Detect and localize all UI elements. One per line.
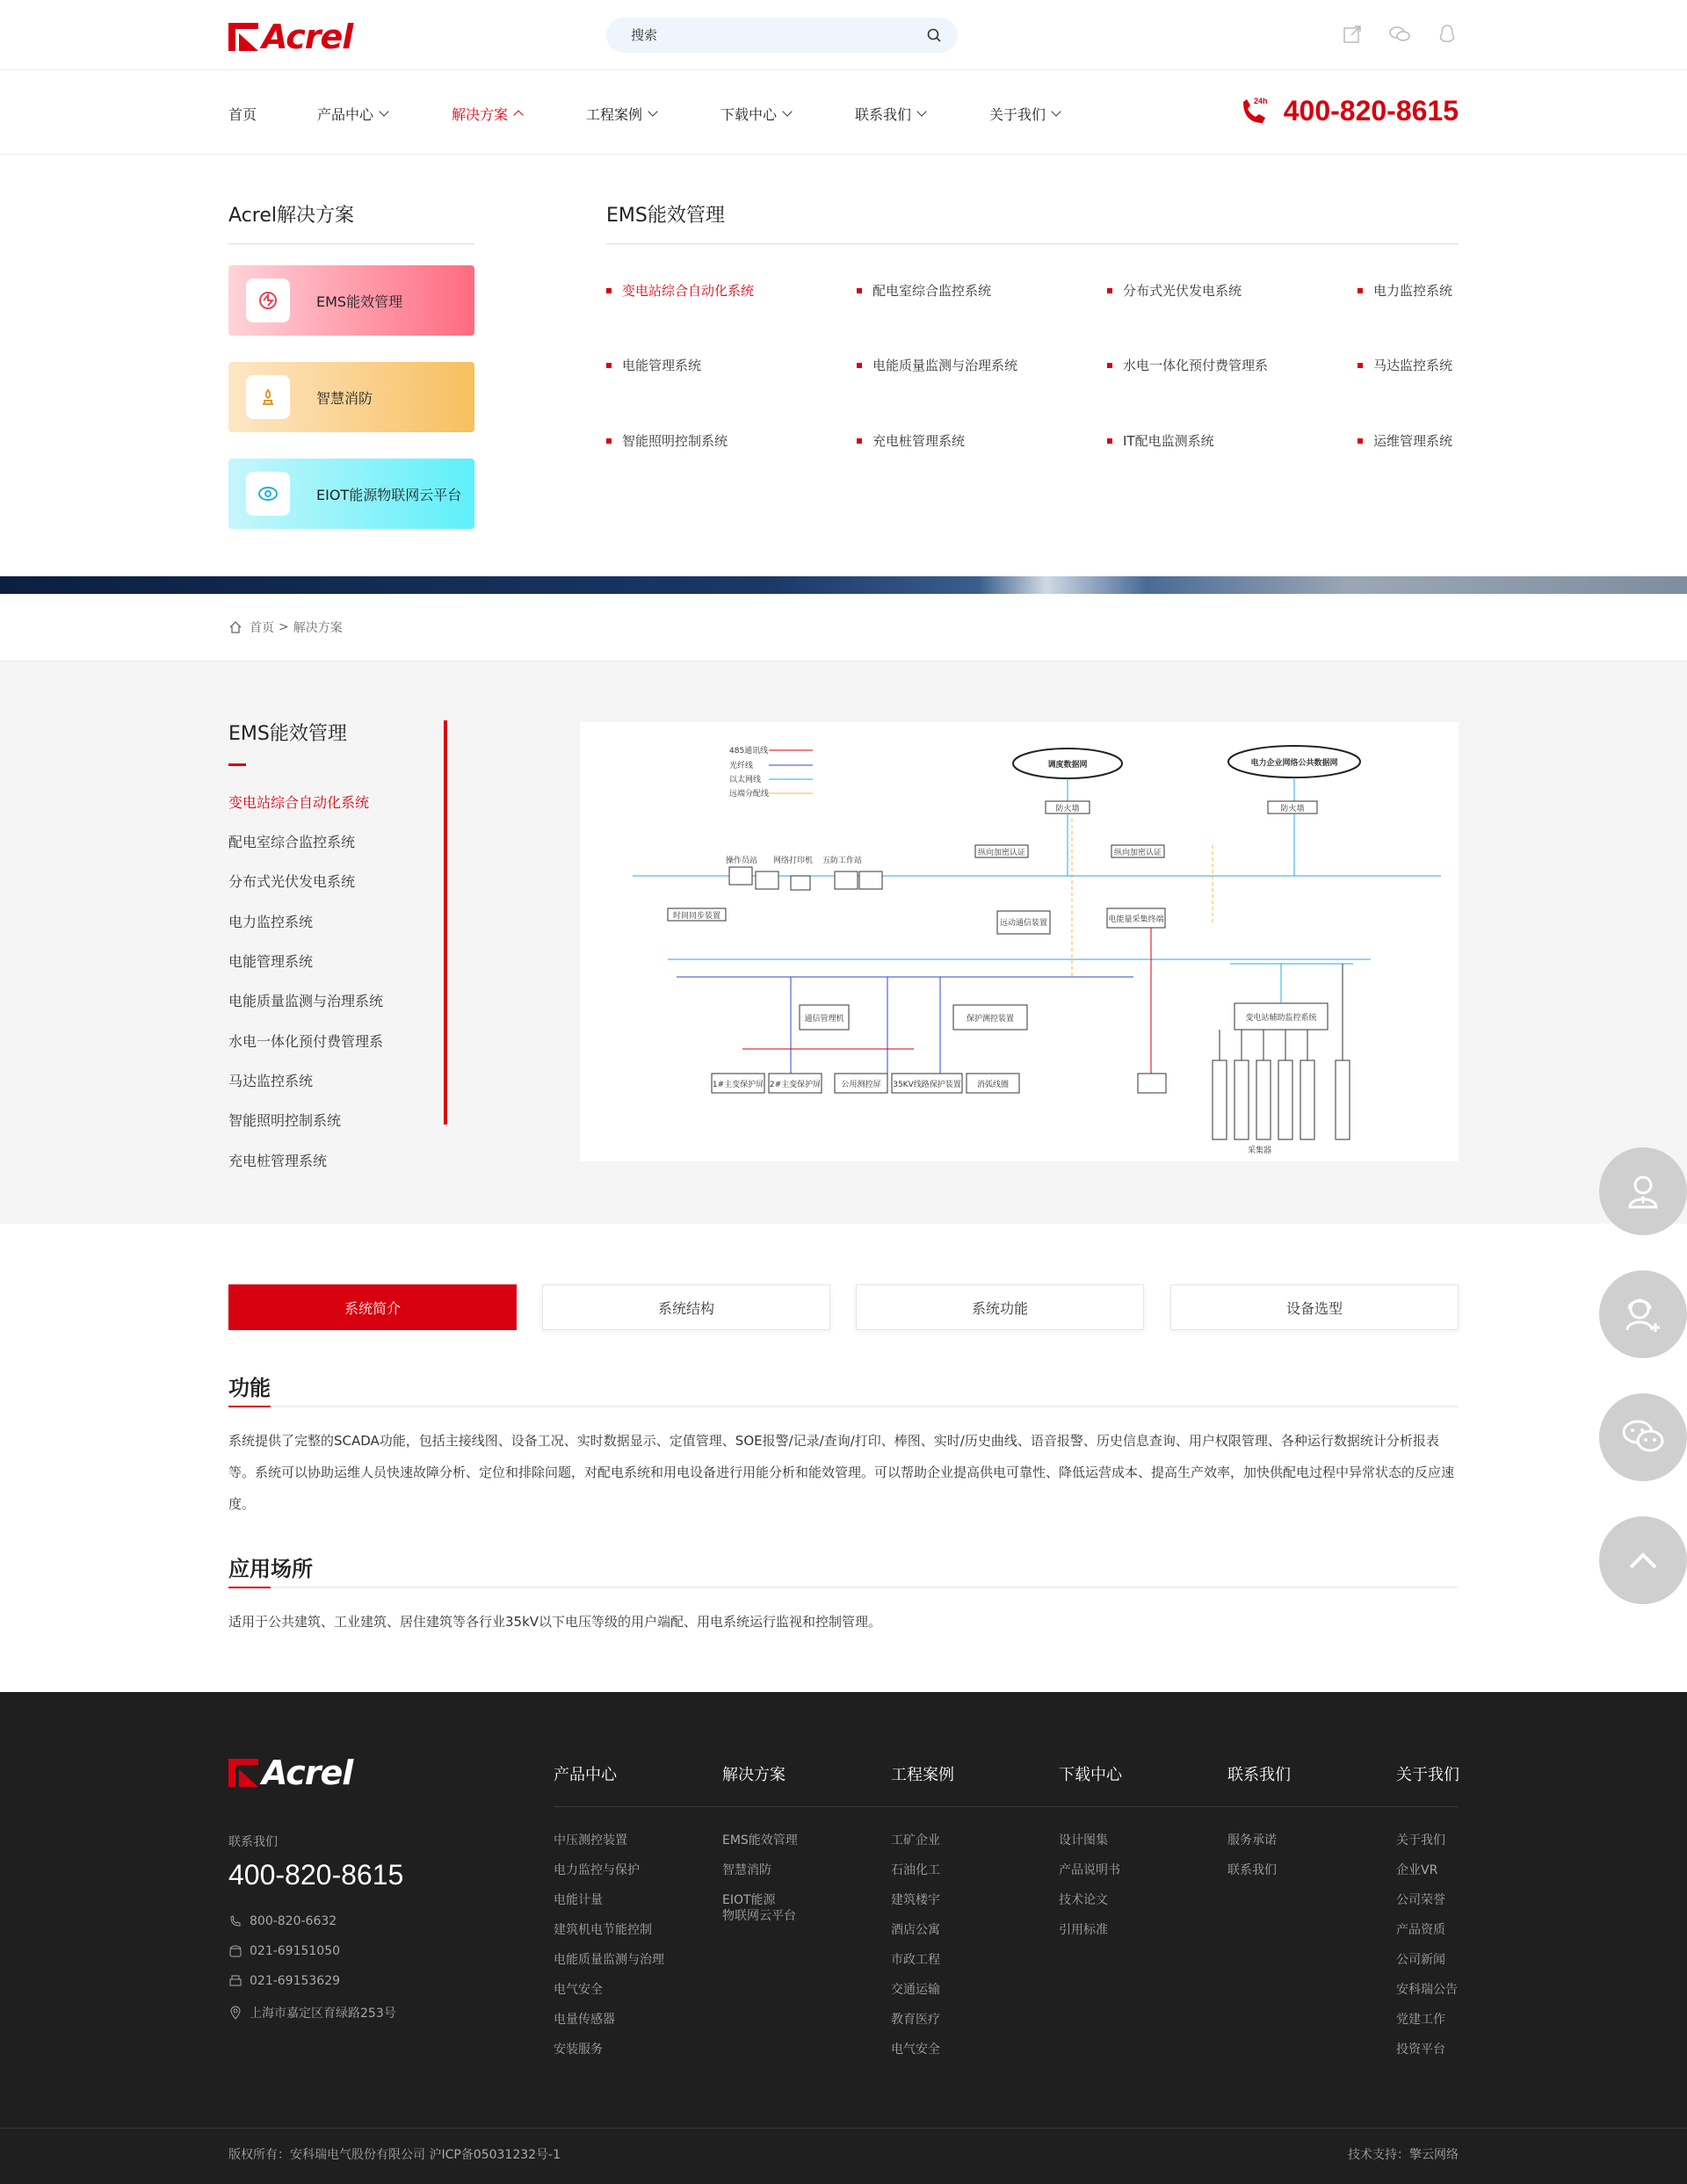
diagram-legend [729,745,813,799]
footer-logo[interactable] [228,1754,352,1792]
chevron-up-icon [513,110,523,119]
diagram-label: 2#主变保护屏 [769,1081,822,1089]
chevron-up-icon [1625,1543,1661,1578]
sidebar-item[interactable]: 智能照明控制系统 [228,1112,342,1129]
legend-label: 以太网线 [729,776,762,785]
footer-link[interactable]: 技术论文 [1059,1893,1108,1907]
system-link[interactable]: IT配电监测系统 [1107,431,1214,450]
footer-col-title: 产品中心 [554,1766,617,1784]
footer-link[interactable]: 投资平台 [1396,2043,1445,2057]
footer-info-row [228,1944,340,1958]
hotline-phone-icon [1236,93,1271,128]
footer-link[interactable]: 建筑机电节能控制 [554,1923,652,1937]
chevron-down-icon [782,106,792,116]
customer-service-icon [1622,1170,1664,1212]
category-label: EIOT能源物联网云平台 [316,486,462,503]
footer-info-text: 800-820-6632 [250,1914,337,1928]
sidebar-item[interactable]: 配电室综合监控系统 [228,834,356,850]
fax-icon [228,1974,243,1988]
footer-link[interactable]: 工矿企业 [891,1833,940,1848]
diagram-label: 远动通信装置 [999,919,1048,928]
diagram-label: 通信管理机 [804,1015,844,1023]
top-bar [0,0,1687,70]
telephone-icon [228,1944,243,1958]
share-icon[interactable] [1341,23,1364,46]
footer-link[interactable]: 电能质量监测与治理 [554,1953,664,1967]
footer-link[interactable]: EMS能效管理 [722,1833,798,1848]
footer [0,1692,1687,2184]
category-ems[interactable] [228,265,474,336]
nav-item-products[interactable] [317,104,452,124]
legend-label: 远端分配线 [729,790,770,799]
footer-bottom-divider [0,2128,1687,2129]
footer-link[interactable]: 石油化工 [891,1863,940,1877]
hotline[interactable] [1236,93,1459,128]
footer-link[interactable]: 党建工作 [1396,2013,1445,2027]
headset-plus-icon [1620,1291,1666,1337]
footer-link[interactable]: 建筑楼宇 [891,1893,940,1907]
footer-link[interactable]: 联系我们 [1227,1863,1277,1877]
system-link[interactable]: 智能照明控制系统 [606,431,728,450]
footer-link[interactable]: 安科瑞公告 [1396,1983,1458,1997]
qq-icon[interactable] [1436,23,1459,46]
tab-structure[interactable]: 系统结构 [542,1284,830,1330]
footer-info-text: 上海市嘉定区育绿路253号 [250,2007,396,2021]
search-input[interactable] [631,18,912,53]
chevron-down-icon [379,106,388,116]
nav-item-contact[interactable] [855,104,989,124]
customer-service-button[interactable] [1599,1147,1687,1235]
footer-col-title: 关于我们 [1396,1766,1459,1784]
sidebar-title-underline [228,763,246,766]
nav-label: 联系我们 [855,106,912,123]
nav-label: 工程案例 [586,106,643,123]
chevron-down-icon [1051,106,1061,116]
section-divider [228,1587,1459,1588]
diagram-label: 纵向加密认证 [1113,849,1162,857]
sidebar-item[interactable]: 电能质量监测与治理系统 [228,993,384,1009]
collectors [1213,1060,1350,1139]
nav-label: 下载中心 [720,106,778,123]
diagram-label: 保护测控装置 [966,1015,1015,1023]
sidebar-item[interactable]: 分布式光伏发电系统 [228,873,356,890]
footer-info-text: 021-69151050 [250,1944,341,1958]
tab-functions[interactable]: 系统功能 [856,1284,1144,1330]
system-link[interactable]: 配电室综合监控系统 [857,281,991,300]
diagram-label: 纵向加密认证 [977,849,1026,857]
sidebar-title: EMS能效管理 [228,723,347,745]
footer-link[interactable]: 产品说明书 [1059,1863,1120,1877]
footer-info-text: 021-69153629 [250,1974,341,1988]
legend-label: 485通讯线 [729,747,769,756]
diagram-label: 1#主变保护屏 [712,1081,764,1089]
footer-link[interactable]: 服务承诺 [1227,1833,1277,1848]
search-icon[interactable] [926,27,942,43]
breadcrumb-current[interactable]: 解决方案 [293,621,343,635]
diagram-label: 电能量采集终端 [1108,915,1164,924]
footer-link[interactable]: 电力监控与保护 [554,1863,640,1877]
solutions-mega-menu [0,155,1687,576]
sidebar-item[interactable]: 充电桩管理系统 [228,1153,328,1169]
diagram-box [1138,1074,1166,1093]
phone-icon [228,1914,243,1928]
footer-link[interactable]: 公司荣誉 [1396,1893,1445,1907]
category-eiot[interactable] [228,459,474,529]
diagram-label: 消弧线圈 [976,1081,1010,1089]
chevron-down-icon [648,106,657,116]
footer-info-row [228,1914,337,1928]
footer-link[interactable]: 教育医疗 [891,2013,940,2027]
sidebar-item[interactable]: 马达监控系统 [228,1073,314,1089]
footer-link[interactable]: 酒店公寓 [891,1923,940,1937]
legend-label: 光纤线 [729,762,754,770]
diagram-label: 公用测控屏 [841,1081,881,1089]
diagram-label: 五防工作站 [822,857,863,865]
consult-button[interactable] [1599,1270,1687,1358]
system-link[interactable]: 水电一体化预付费管理系 [1107,356,1268,374]
system-link[interactable]: 电能质量监测与治理系统 [857,356,1017,374]
footer-divider [554,1806,1459,1807]
sidebar-item[interactable]: 水电一体化预付费管理系 [228,1033,384,1050]
footer-link[interactable]: 关于我们 [1396,1833,1445,1848]
nav-item-downloads[interactable] [720,104,855,124]
location-icon [228,2006,243,2020]
diagram-label: 变电站辅助监控系统 [1245,1014,1317,1023]
footer-col-title: 工程案例 [891,1766,954,1784]
diagram-label: 35KV线路保护装置 [893,1081,961,1089]
footer-link[interactable]: EIOT能源 物联网云平台 [722,1893,796,1923]
footer-link[interactable]: 电气安全 [554,1983,603,1997]
footer-link[interactable]: 电量传感器 [554,2013,615,2027]
diagram-label: 防火墙 [1280,805,1305,814]
logo-text: Acrel [262,18,353,56]
sidebar-scrollbar[interactable] [444,720,447,1125]
footer-link[interactable]: 企业VR [1396,1863,1438,1877]
breadcrumb [228,618,343,636]
diagram-label: 网络打印机 [773,857,814,865]
footer-link[interactable]: 产品资质 [1396,1923,1445,1937]
section-title-function: 功能 [228,1376,271,1400]
logo[interactable] [228,18,352,56]
wechat-float-button[interactable] [1599,1393,1687,1481]
mega-left-title: Acrel解决方案 [228,200,474,244]
sidebar-item[interactable]: 电能管理系统 [228,953,314,970]
logo-mark-icon [228,1759,260,1787]
top-icons [1341,23,1459,46]
category-label: EMS能效管理 [316,293,403,310]
chevron-down-icon [916,106,926,116]
nav-label: 产品中心 [317,106,374,123]
eiot-icon [246,472,290,516]
footer-link[interactable]: 电气安全 [891,2043,940,2057]
system-diagram [580,722,1459,1161]
logo-mark-icon [228,23,260,51]
footer-col-title: 下载中心 [1059,1766,1122,1784]
tab-intro[interactable]: 系统简介 [228,1284,517,1330]
function-text: 系统提供了完整的SCADA功能，包括主接线图、设备工况、实时数据显示、定值管理、SOE报警/记录/查询/打印、棒图、实时/历史曲线、语音报警、历史信息查询、用户权限管理、各种运行数据统计分析报表等。系统可以协助运维人员快速故障分析、定位和排除问题，对配电系统和用电设备进行用能分析和能效管理。可以帮助企业提高供电可靠性、降低运营成本、提高生产效率，加快供配电过程中异常状态的反应速度。 [228,1433,1455,1512]
network-label: 调度数据网 [1047,761,1088,770]
footer-contact-label: 联系我们 [228,1835,278,1849]
system-link[interactable]: 马达监控系统 [1358,356,1452,374]
nav-label: 关于我们 [989,106,1046,123]
nav-item-solutions[interactable] [452,104,586,124]
category-fire[interactable] [228,362,474,432]
nav-item-home[interactable] [228,104,317,124]
system-link[interactable]: 充电桩管理系统 [857,431,965,450]
breadcrumb-home[interactable]: 首页 [250,621,274,635]
footer-link[interactable]: 中压测控装置 [554,1833,627,1848]
wechat-icon [1618,1413,1668,1462]
fire-icon [246,375,290,419]
network-label: 电力企业网络公共数据网 [1250,759,1338,768]
footer-col-title: 解决方案 [722,1766,786,1784]
diagram-label: 操作员站 [726,857,758,865]
sidebar-item[interactable]: 电力监控系统 [228,914,314,930]
breadcrumb-sep: > [279,620,289,634]
copyright: 版权所有：安科瑞电气股份有限公司 沪ICP备05031232号-1 [228,2148,561,2162]
section-divider [228,1406,1459,1407]
system-link[interactable]: 变电站综合自动化系统 [606,281,754,300]
footer-phone: 400-820-8615 [228,1859,404,1891]
tab-equipment[interactable]: 设备选型 [1170,1284,1459,1330]
footer-info-row [228,1974,340,1988]
system-link[interactable]: 分布式光伏发电系统 [1107,281,1242,300]
section-title-application: 应用场所 [228,1557,313,1581]
system-diagram-svg [580,722,1459,1161]
back-to-top-button[interactable] [1599,1516,1687,1604]
category-label: 智慧消防 [316,389,373,407]
footer-col-title: 联系我们 [1227,1766,1291,1784]
nav-label: 首页 [228,106,257,123]
footer-link[interactable]: 市政工程 [891,1953,940,1967]
system-link[interactable]: 电力监控系统 [1358,281,1452,300]
hotline-number: 400-820-8615 [1283,94,1459,127]
footer-link[interactable]: 引用标准 [1059,1923,1108,1937]
search-box [606,18,958,53]
application-text: 适用于公共建筑、工业建筑、居住建筑等各行业35kV以下电压等级的用户端配、用电系统运行监视和控制管理。 [228,1614,882,1630]
workstations [726,855,882,890]
footer-link[interactable]: 设计图集 [1059,1833,1108,1848]
footer-info-row [228,2004,396,2021]
system-link[interactable]: 电能管理系统 [606,356,701,374]
footer-link[interactable]: 公司新闻 [1396,1953,1445,1967]
banner-strip [0,576,1687,594]
ems-icon [246,278,290,322]
footer-link[interactable]: 安装服务 [554,2043,603,2057]
diagram-label: 时间同步装置 [672,912,721,921]
mega-right-title: EMS能效管理 [606,200,1459,244]
footer-link[interactable]: 交通运输 [891,1983,940,1997]
footer-logo-text: Acrel [262,1754,353,1792]
nav-label: 解决方案 [452,106,509,123]
sidebar-item[interactable]: 变电站综合自动化系统 [228,794,370,811]
tech-support[interactable]: 技术支持：擎云网络 [1348,2148,1459,2162]
footer-link[interactable]: 智慧消防 [722,1863,771,1877]
nav-item-about[interactable] [989,104,1095,124]
system-link[interactable]: 运维管理系统 [1358,431,1452,450]
nav-item-cases[interactable] [586,104,720,124]
home-icon [228,620,243,634]
main-nav [0,70,1687,155]
footer-link[interactable]: 电能计量 [554,1893,603,1907]
diagram-label: 采集器 [1248,1146,1272,1155]
diagram-label: 防火墙 [1055,805,1080,814]
wechat-icon[interactable] [1388,23,1411,46]
hotline-badge: 24h [1253,97,1268,105]
nav-items [228,104,1095,124]
